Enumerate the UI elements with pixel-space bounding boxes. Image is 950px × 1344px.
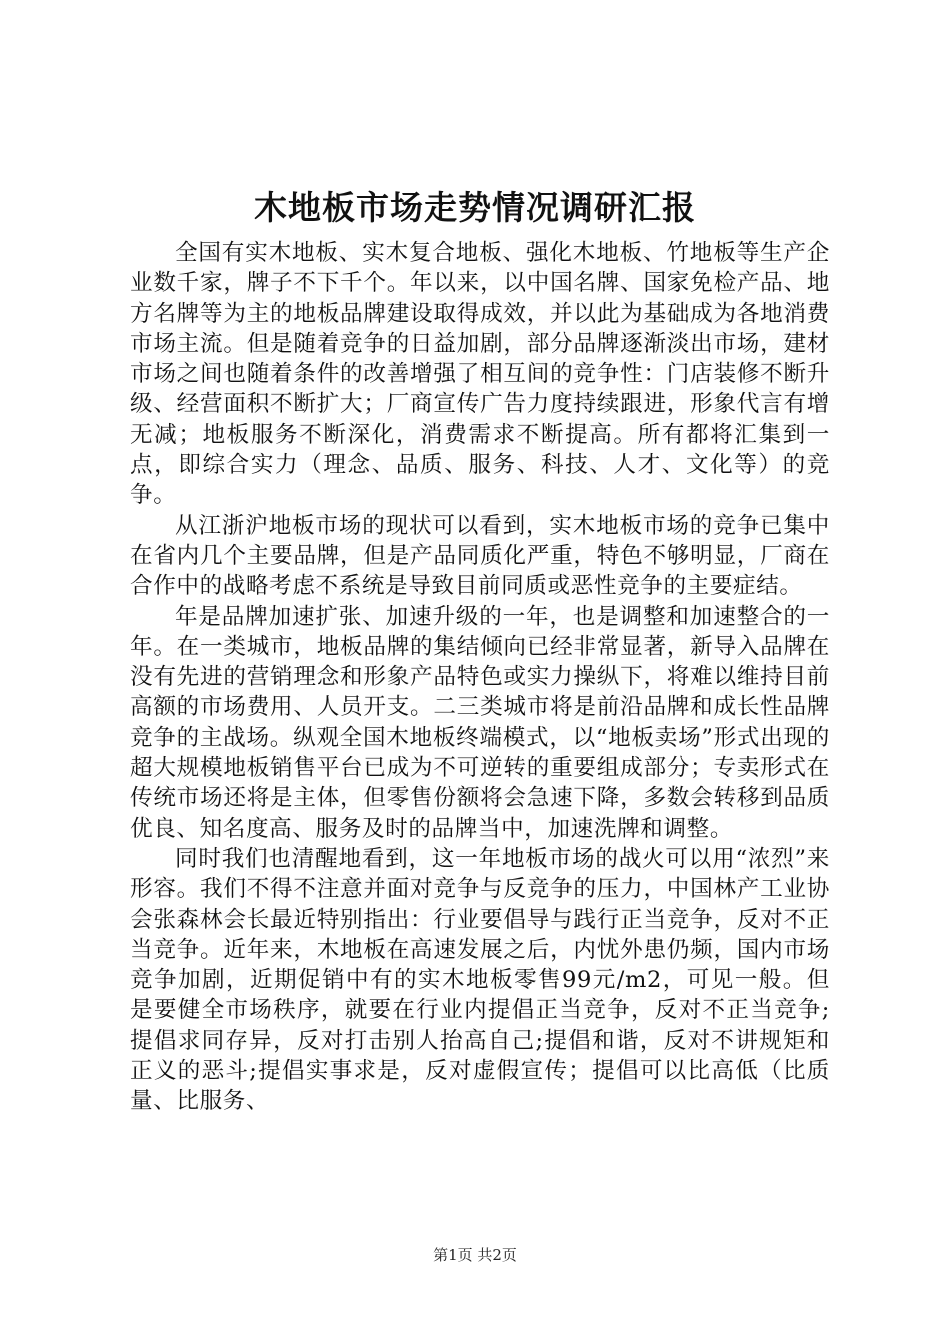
paragraph-1: 全国有实木地板、实木复合地板、强化木地板、竹地板等生产企业数千家，牌子不下千个。年以来，以中国名牌、国家免检产品、地方名牌等为主的地板品牌建设取得成效，并以此为基础成为各地消费市场主流。但是随着竞争的日益加剧，部分品牌逐渐淡出市场，建材市场之间也随着条件的改善增强了相互间的竞争性：门店装修不断升级、经营面积不断扩大；厂商宣传广告力度持续跟进，形象代言有增无减；地板服务不断深化，消费需求不断提高。所有都将汇集到一点，即综合实力（理念、品质、服务、科技、人才、文化等）的竞争。 — [130, 240, 830, 509]
paragraph-4: 同时我们也清醒地看到，这一年地板市场的战火可以用“浓烈”来形容。我们不得不注意并面对竞争与反竞争的压力，中国林产工业协会张森林会长最近特别指出：行业要倡导与践行正当竞争，反对不正当竞争。近年来，木地板在高速发展之后，内忧外患仍频，国内市场竞争加剧，近期促销中有的实木地板零售99元/m2，可见一般。但是要健全市场秩序，就要在行业内提倡正当竞争，反对不正当竞争;提倡求同存异，反对打击别人抬高自己;提倡和谐，反对不讲规矩和正义的恶斗;提倡实事求是，反对虚假宣传；提倡可以比高低（比质量、比服务、 — [130, 845, 830, 1115]
page-footer: 第1页 共2页 — [433, 1246, 517, 1264]
document-body — [130, 238, 830, 1117]
paragraph-2: 从江浙沪地板市场的现状可以看到，实木地板市场的竞争已集中在省内几个主要品牌，但是产品同质化严重，特色不够明显，厂商在合作中的战略考虑不系统是导致目前同质或恶性竞争的主要症结。 — [130, 512, 830, 600]
document-title: 木地板市场走势情况调研汇报 — [254, 188, 696, 227]
paragraph-3: 年是品牌加速扩张、加速升级的一年，也是调整和加速整合的一年。在一类城市，地板品牌的集结倾向已经非常显著，新导入品牌在没有先进的营销理念和形象产品特色或实力操纵下，将难以维持目前高额的市场费用、人员开支。二三类城市将是前沿品牌和成长性品牌竞争的主战场。纵观全国木地板终端模式，以“地板卖场”形式出现的超大规模地板销售平台已成为不可逆转的重要组成部分；专卖形式在传统市场还将是主体，但零售份额将会急速下降，多数会转移到品质优良、知名度高、服务及时的品牌当中，加速洗牌和调整。 — [130, 603, 830, 842]
